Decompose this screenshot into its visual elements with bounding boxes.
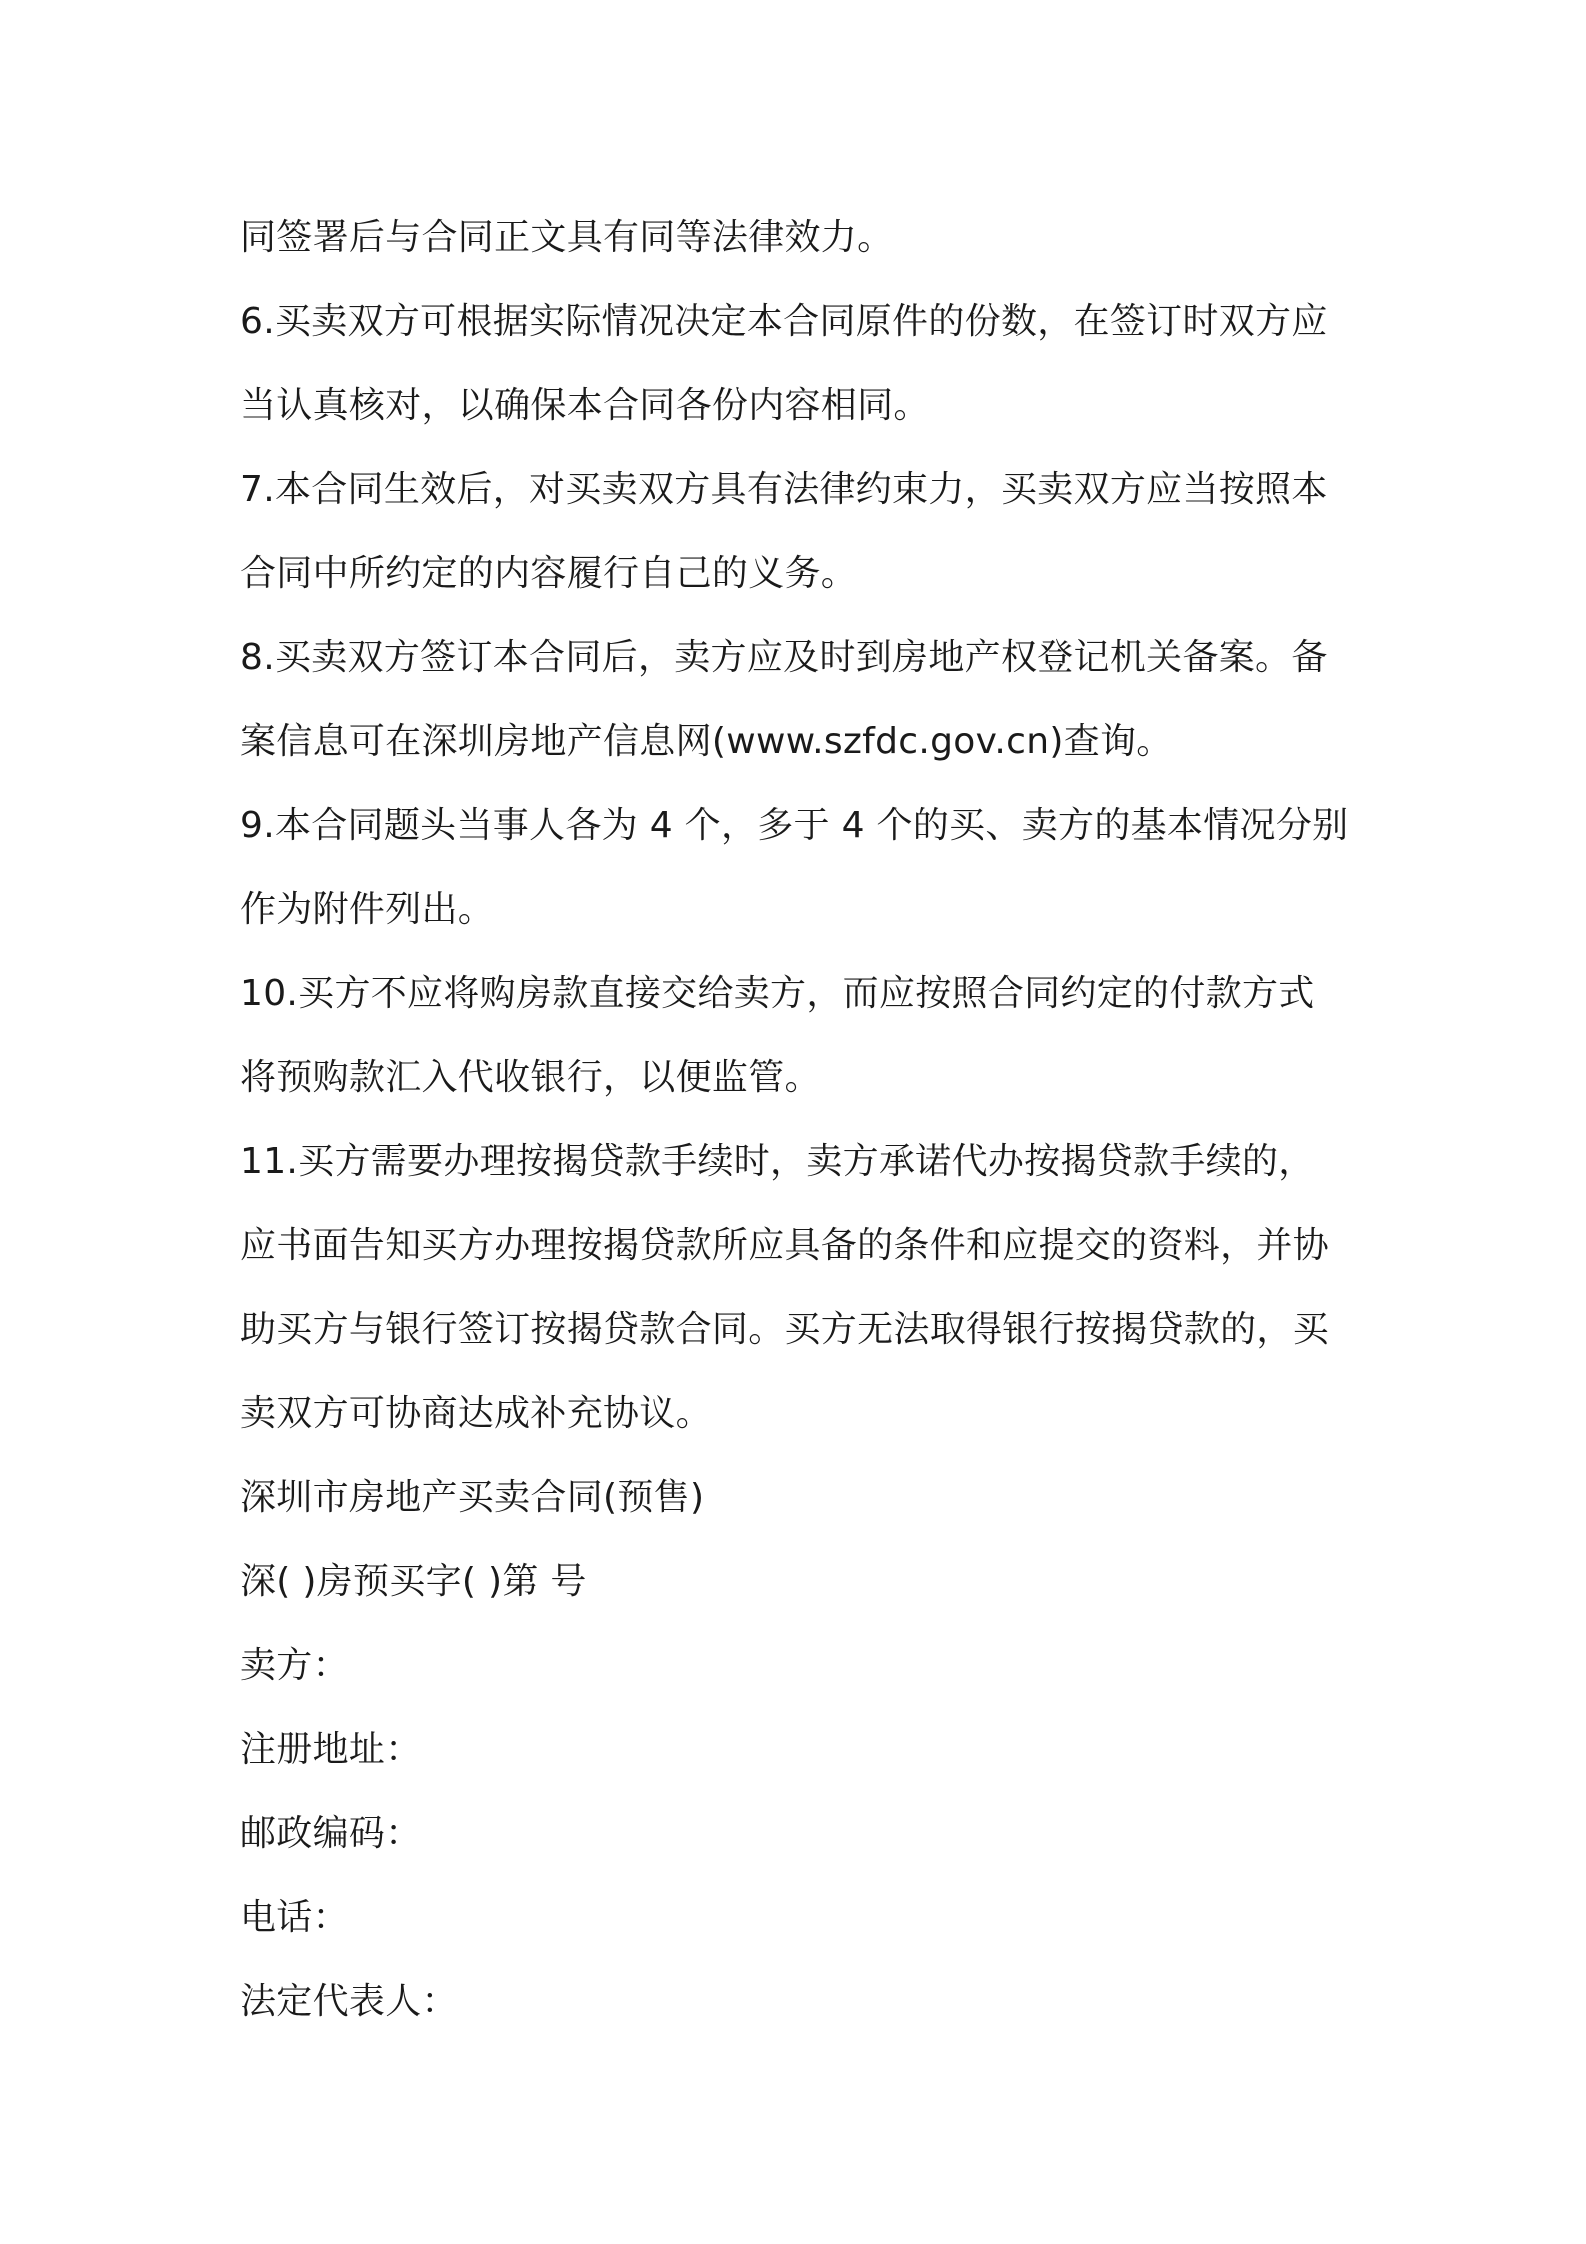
contract-number: 深( )房预买字( )第 号 — [240, 1561, 587, 1602]
paragraph-line: 作为附件列出。 — [240, 889, 495, 930]
clause-8-line: 8.买卖双方签订本合同后，卖方应及时到房地产权登记机关备案。备 — [240, 637, 1328, 678]
clause-7-line: 7.本合同生效后，对买卖双方具有法律约束力，买卖双方应当按照本 — [240, 469, 1328, 510]
clause-9-line: 9.本合同题头当事人各为 4 个，多于 4 个的买、卖方的基本情况分别 — [240, 805, 1349, 846]
document-body — [240, 196, 1360, 2044]
paragraph-line: 应书面告知买方办理按揭贷款所应具备的条件和应提交的资料，并协 — [240, 1225, 1330, 1266]
paragraph-line: 将预购款汇入代收银行，以便监管。 — [240, 1057, 821, 1098]
clause-11-line: 11.买方需要办理按揭贷款手续时，卖方承诺代办按揭贷款手续的， — [240, 1141, 1315, 1182]
seller-label: 卖方： — [240, 1645, 349, 1686]
paragraph-line: 同签署后与合同正文具有同等法律效力。 — [240, 217, 894, 258]
registered-address-label: 注册地址： — [240, 1729, 422, 1770]
paragraph-line: 合同中所约定的内容履行自己的义务。 — [240, 553, 858, 594]
legal-representative-label: 法定代表人： — [240, 1981, 458, 2022]
clause-6-line: 6.买卖双方可根据实际情况决定本合同原件的份数，在签订时双方应 — [240, 301, 1328, 342]
phone-label: 电话： — [240, 1897, 349, 1938]
paragraph-line: 卖双方可协商达成补充协议。 — [240, 1393, 712, 1434]
paragraph-line: 助买方与银行签订按揭贷款合同。买方无法取得银行按揭贷款的，买 — [240, 1309, 1330, 1350]
contract-title: 深圳市房地产买卖合同(预售) — [240, 1477, 705, 1518]
clause-10-line: 10.买方不应将购房款直接交给卖方，而应按照合同约定的付款方式 — [240, 973, 1315, 1014]
paragraph-line: 当认真核对，以确保本合同各份内容相同。 — [240, 385, 930, 426]
paragraph-line: 案信息可在深圳房地产信息网(www.szfdc.gov.cn)查询。 — [240, 721, 1173, 762]
postal-code-label: 邮政编码： — [240, 1813, 422, 1854]
